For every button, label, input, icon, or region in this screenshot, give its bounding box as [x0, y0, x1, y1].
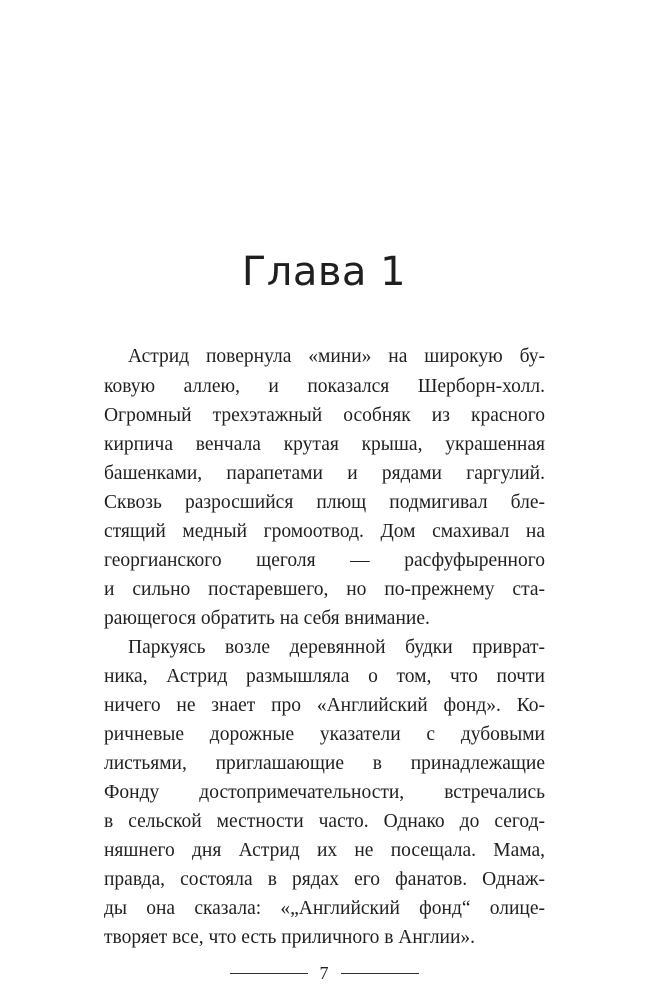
paragraph-2-line-1: Паркуясь возле деревянной будки приврат- [128, 637, 545, 658]
page-number: 7 [319, 963, 329, 983]
footer-rule-right [341, 973, 419, 974]
paragraph-1-line-9: и сильно постаревшего, но по-прежнему ста- [104, 579, 545, 600]
paragraph-2-line-7: в сельской местности часто. Однако до сегод- [104, 811, 545, 832]
paragraph-2-line-4: ричневые дорожные указатели с дубовыми [104, 724, 545, 745]
footer-rule-left [230, 973, 308, 974]
paragraph-2-line-8: няшнего дня Астрид их не посещала. Мама, [104, 840, 545, 861]
paragraph-2-line-5: листьями, приглашающие в принадлежащие [104, 753, 545, 774]
paragraph-1-line-8: георгианского щеголя — расфуфыренного [104, 550, 545, 571]
paragraph-2-line-6: Фонду достопримечательности, встречались [104, 782, 545, 803]
paragraph-1-line-10: рающегося обратить на себя внимание. [104, 608, 430, 629]
paragraph-1-line-4: кирпича венчала крутая крыша, украшенная [104, 434, 545, 455]
paragraph-2-line-3: ничего не знает про «Английский фонд». Ко- [104, 695, 545, 716]
paragraph-2-line-2: ника, Астрид размышляла о том, что почти [104, 666, 545, 687]
paragraph-2-line-11: творяет все, что есть приличного в Англии». [104, 927, 476, 948]
page-footer [0, 958, 648, 988]
paragraph-1-line-6: Сквозь разросшийся плющ подмигивал бле- [104, 492, 545, 513]
paragraph-1-line-2: ковую аллею, и показался Шерборн-холл. [104, 376, 545, 397]
paragraph-1-line-1: Астрид повернула «мини» на широкую бу- [128, 346, 545, 367]
paragraph-1-line-5: башенками, парапетами и рядами гаргулий. [104, 463, 545, 484]
chapter-title: Глава 1 [241, 249, 407, 295]
paragraph-1-line-7: стящий медный громоотвод. Дом смахивал на [104, 521, 545, 542]
paragraph-2-line-10: ды она сказала: «„Английский фонд“ олице- [104, 898, 545, 919]
paragraph-1-line-3: Огромный трехэтажный особняк из красного [104, 405, 545, 426]
paragraph-2-line-9: правда, состояла в рядах его фанатов. Однаж- [104, 869, 545, 890]
